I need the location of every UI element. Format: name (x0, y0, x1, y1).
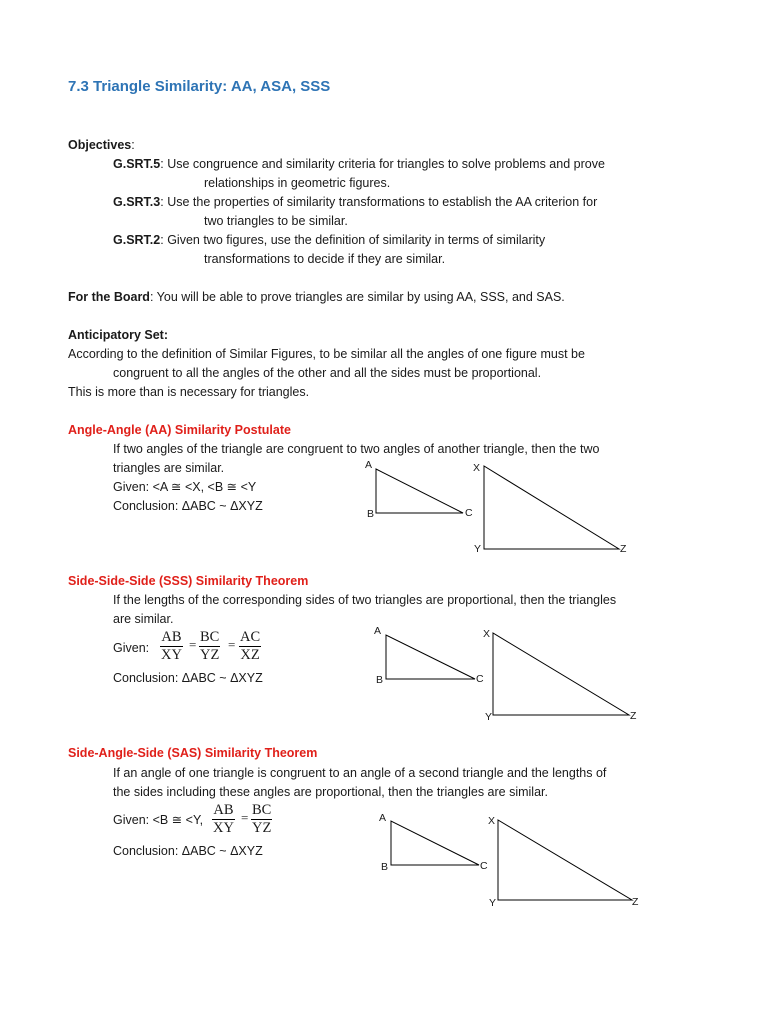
sss-label-x: X (483, 628, 491, 640)
sas-label-z: Z (632, 896, 639, 908)
sas-triangle-abc (391, 821, 479, 865)
anticipatory-line-2: congruent to all the angles of the other and all the sides must be proportional. (113, 366, 542, 380)
aa-label-z: Z (620, 543, 627, 555)
objective-3-cont: transformations to decide if they are similar. (204, 252, 446, 266)
aa-diagram (360, 455, 640, 560)
for-the-board: For the Board: You will be able to prove triangles are similar by using AA, SSS, and SAS. (68, 290, 565, 304)
aa-given: Given: <A ≅ <X, <B ≅ <Y (113, 480, 257, 494)
sas-label-y: Y (489, 897, 497, 909)
objective-2: G.SRT.3: Use the properties of similarity transformations to establish the AA criterion for (113, 195, 598, 209)
objective-1: G.SRT.5: Use congruence and similarity criteria for triangles to solve problems and prove (113, 157, 605, 171)
aa-label-x: X (473, 462, 481, 474)
sss-triangle-abc (386, 635, 475, 679)
aa-label-a: A (365, 459, 373, 471)
sas-diagram (374, 808, 654, 913)
sss-label-z: Z (630, 710, 637, 722)
anticipatory-line-3: This is more than is necessary for triangles. (68, 385, 310, 399)
anticipatory-heading: Anticipatory Set: (68, 328, 169, 342)
objective-3: G.SRT.2: Given two figures, use the definition of similarity in terms of similarity (113, 233, 546, 247)
sss-diagram (370, 620, 650, 730)
aa-label-c: C (465, 507, 473, 519)
sss-fraction-bc-yz: $\frac{BC}{YZ}$ (200, 629, 220, 663)
sss-fraction-ab-xy: $\frac{AB}{XY}$ (161, 629, 182, 663)
sas-conclusion: Conclusion: ΔABC ~ ΔXYZ (113, 844, 263, 858)
sss-heading: Side-Side-Side (SSS) Similarity Theorem (68, 574, 309, 588)
sss-line-2: are similar. (113, 612, 174, 626)
sas-line-2: the sides including these angles are proportional, then the triangles are similar. (113, 785, 548, 799)
sas-fraction-bc-yz: $\frac{BC}{YZ}$ (252, 802, 272, 836)
objective-2-cont: two triangles to be similar. (204, 214, 348, 228)
sss-label-c: C (476, 673, 484, 685)
objective-1-cont: relationships in geometric figures. (204, 176, 391, 190)
sas-label-a: A (379, 812, 387, 824)
sas-triangle-xyz (498, 820, 632, 900)
sas-fraction-ab-xy: $\frac{AB}{XY}$ (213, 802, 234, 836)
sss-label-y: Y (485, 711, 493, 723)
anticipatory-line-1: According to the definition of Similar Figures, to be similar all the angles of one figure must be (68, 347, 585, 361)
sss-triangle-xyz (493, 633, 629, 715)
sas-line-1: If an angle of one triangle is congruent to an angle of a second triangle and the lengths of (113, 766, 607, 780)
sss-conclusion: Conclusion: ΔABC ~ ΔXYZ (113, 671, 263, 685)
aa-label-b: B (367, 508, 375, 520)
sss-fraction-ac-xz: $\frac{AC}{XZ}$ (240, 629, 261, 663)
sss-label-b: B (376, 674, 384, 686)
aa-triangle-abc (376, 469, 463, 513)
sas-heading: Side-Angle-Side (SAS) Similarity Theorem (68, 746, 318, 760)
aa-label-y: Y (474, 543, 482, 555)
aa-triangle-xyz (484, 466, 619, 549)
sas-label-c: C (480, 860, 488, 872)
aa-line-2: triangles are similar. (113, 461, 225, 475)
sas-given-label: Given: <B ≅ <Y, (113, 813, 204, 827)
sas-label-x: X (488, 815, 496, 827)
objectives-heading: Objectives: (68, 138, 135, 152)
aa-heading: Angle-Angle (AA) Similarity Postulate (68, 423, 291, 437)
sss-label-a: A (374, 625, 382, 637)
sss-given-label: Given: (113, 641, 150, 655)
sas-label-b: B (381, 861, 389, 873)
page-title: 7.3 Triangle Similarity: AA, ASA, SSS (68, 78, 331, 95)
aa-line-1: If two angles of the triangle are congruent to two angles of another triangle, then the two (113, 442, 600, 456)
sss-equals-1: = (189, 637, 197, 652)
sss-line-1: If the lengths of the corresponding sides of two triangles are proportional, then the triangles (113, 593, 617, 607)
aa-conclusion: Conclusion: ΔABC ~ ΔXYZ (113, 499, 263, 513)
sss-equals-2: = (228, 637, 236, 652)
sas-equals: = (241, 810, 249, 825)
